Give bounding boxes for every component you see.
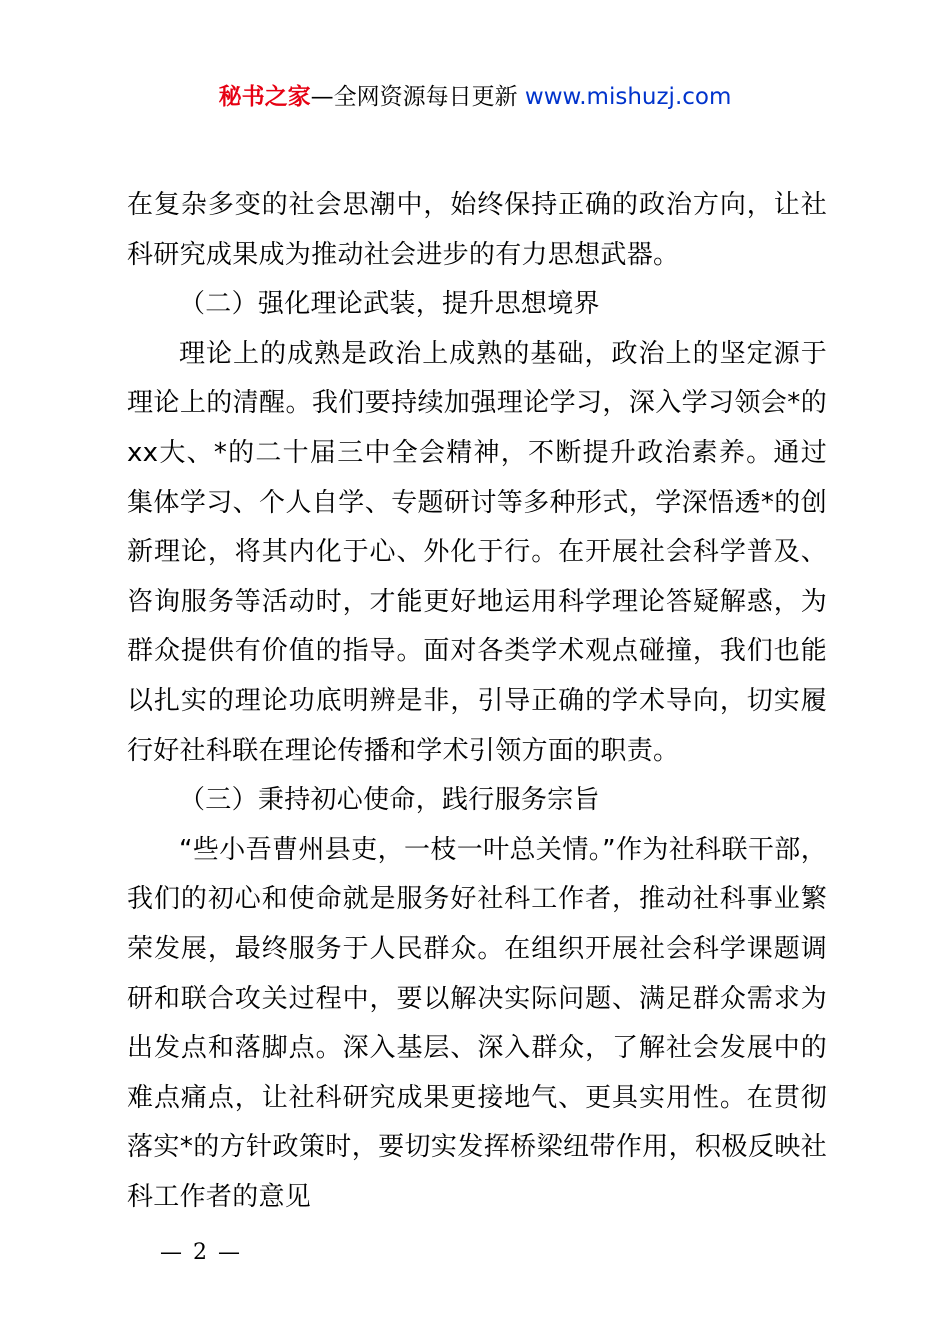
document-body: [127, 181, 827, 1222]
paragraph-mission: “些小吾曹州县吏，一枝一叶总关情。”作为社科联干部，我们的初心和使命就是服务好社科工作者，推动社科事业繁荣发展，最终服务于人民群众。在组织开展社会科学课题调研和联合攻关过程中，要以解决实际问题、满足群众需求为出发点和落脚点。深入基层、深入群众，了解社会发展中的难点痛点，让社科研究成果更接地气、更具实用性。在贯彻落实*的方针政策时，要切实发挥桥梁纽带作用，积极反映社科工作者的意见: [127, 834, 827, 1212]
paragraph-theory: 理论上的成熟是政治上成熟的基础，政治上的坚定源于理论上的清醒。我们要持续加强理论学习，深入学习领会*的xx大、*的二十届三中全会精神，不断提升政治素养。通过集体学习、个人自学、专题研讨等多种形式，学深悟透*的创新理论，将其内化于心、外化于行。在开展社会科学普及、咨询服务等活动时，才能更好地运用科学理论答疑解惑，为群众提供有价值的指导。面对各类学术观点碰撞，我们也能以扎实的理论功底明辨是非，引导正确的学术导向，切实履行好社科联在理论传播和学术引领方面的职责。: [127, 338, 827, 766]
site-url-link[interactable]: www.mishuzj.com: [524, 84, 732, 110]
section-heading-2: （二）强化理论武装，提升思想境界: [179, 289, 600, 320]
page-number: — 2 —: [160, 1240, 242, 1265]
site-tagline: —全网资源每日更新: [310, 84, 525, 110]
site-header: [0, 80, 950, 114]
section-heading-3: （三）秉持初心使命，践行服务宗旨: [179, 785, 600, 816]
paragraph-continued: 在复杂多变的社会思潮中，始终保持正确的政治方向，让社科研究成果成为推动社会进步的有力思想武器。: [127, 190, 827, 270]
site-brand: 秘书之家: [218, 84, 311, 110]
